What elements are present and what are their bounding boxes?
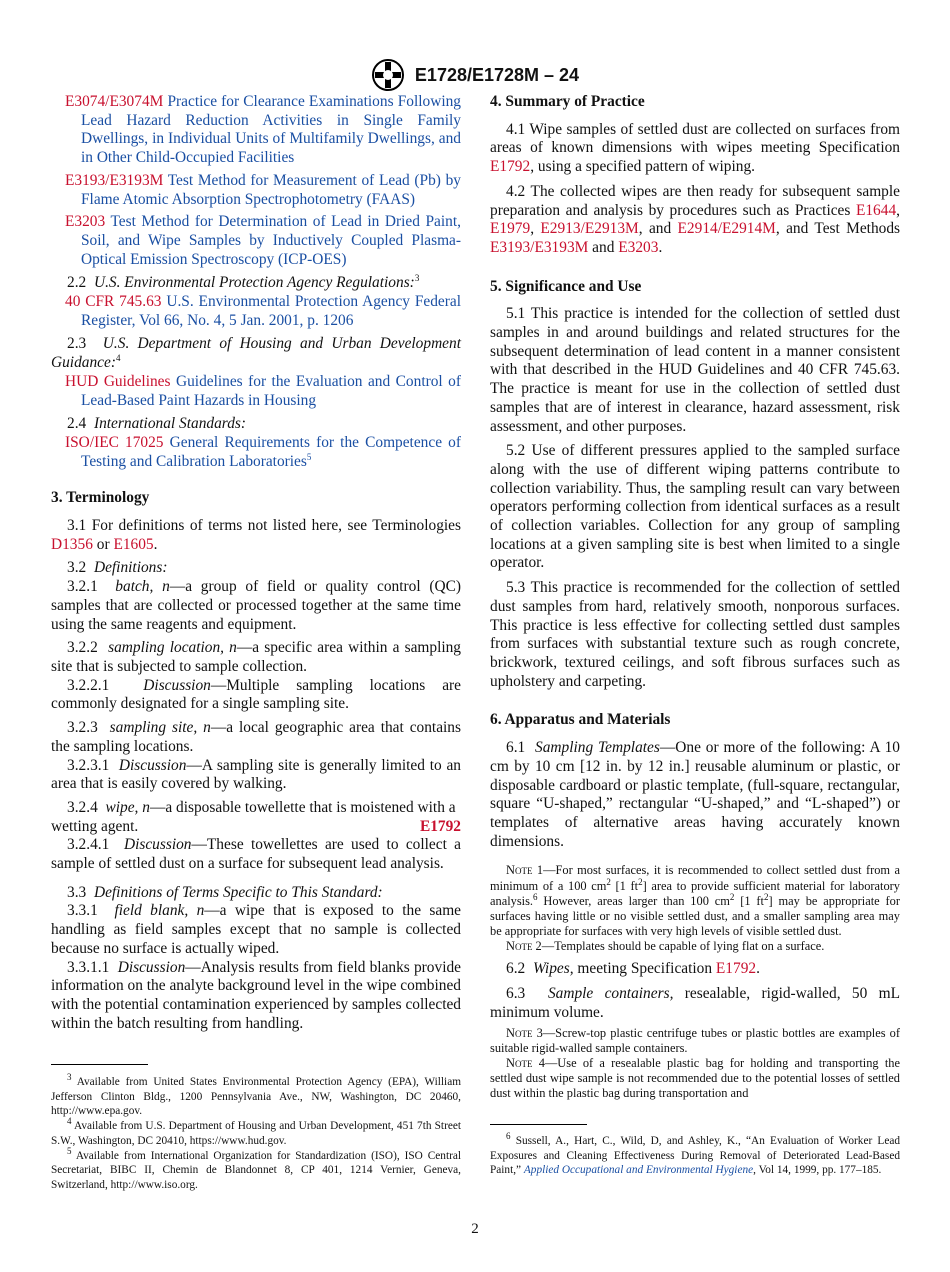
discussion-3-3-1-1: 3.3.1.1 Discussion—Analysis results from field blanks provide information on the analyte background level in the wipe combined with the potential contamination experienced by samples collected within the batch resulting from handling. <box>51 958 461 1032</box>
def-wipe: 3.2.4 wipe, n—a disposable towellette that is moistened with a wetting agent. E1792 <box>51 798 461 835</box>
ref-link[interactable]: E3203 <box>65 213 106 231</box>
ref-link[interactable]: E2913/E2913M <box>540 220 639 238</box>
ref-link[interactable]: E3193/E3193M <box>65 171 164 189</box>
ref-link[interactable]: ISO/IEC 17025 <box>65 433 164 451</box>
ref-link[interactable]: E3193/E3193M <box>490 238 589 256</box>
footnote-rule <box>490 1124 587 1125</box>
ref-link[interactable]: E3203 <box>618 238 659 256</box>
ref-title-link[interactable]: General Requirements for the Competence of Testing and Calibration Laboratories <box>81 433 461 470</box>
section-heading-apparatus: 6. Apparatus and Materials <box>490 711 671 729</box>
left-footnotes <box>51 1064 461 1193</box>
section-heading-terminology: 3. Terminology <box>51 489 150 507</box>
designation: E1728/E1728M – 24 <box>414 64 580 85</box>
para-5-2: 5.2 Use of different pressures applied to the sampled surface along with the use of different wiping patterns contribute to collection variability. Thus, the sampling result can vary between operators performing collection from identical surfaces as a result of collection variables. Collection for any group of sampling locations at a given sampling site is best when limited to a single operator. <box>490 442 900 572</box>
left-column <box>51 93 461 1033</box>
note-3: Note 3—Screw-top plastic centrifuge tubes or plastic bottles are examples of suitable rigid-walled sample containers. <box>490 1025 900 1055</box>
footnote-4: $^4$ Available from U.S. Department of Housing and Urban Development, 451 7th Street S.W., Washington, DC 20410, https://www.hud.gov. <box>51 1116 461 1147</box>
para-3-1: 3.1 For definitions of terms not listed here, see Terminologies D1356 or E1605. <box>51 517 461 553</box>
footnote-5: $^5$ Available from International Organization for Standardization (ISO), ISO Central Secretariat, BIBC II, Chemin de Blandonnet 8, CP 401, 1214 Vernier, Geneva, Switzerland, http://www.iso.org. <box>51 1145 461 1191</box>
ref-link[interactable]: E1979 <box>490 220 531 238</box>
ref-link[interactable]: 40 CFR 745.63 <box>65 293 162 311</box>
discussion-3-2-2-1: 3.2.2.1 Discussion—Multiple sampling locations are commonly designated for a single sampling site. <box>51 676 461 713</box>
para-6-3: 6.3 Sample containers, resealable, rigid-walled, 50 mL minimum volume. <box>490 985 900 1021</box>
subsection-2-3: 2.3 U.S. Department of Housing and Urban Development Guidance:$^4$ <box>51 335 461 372</box>
para-4-1: 4.1 Wipe samples of settled dust are collected on surfaces from areas of known dimensions with wipes meeting Specification E1792, using a specified pattern of wiping. <box>490 120 900 176</box>
ref-link[interactable]: E1605 <box>113 535 154 553</box>
ref-hud <box>51 373 461 410</box>
right-column <box>490 93 900 1102</box>
ref-e3074 <box>51 93 461 168</box>
right-footnotes <box>490 1124 900 1178</box>
para-5-3: 5.3 This practice is recommended for the collection of settled dust samples from hard, relatively smooth, nonporous surfaces. This practice is less effective for collecting settled dust samples from surfaces with substantial texture such as rough concrete, brickwork, textured ceilings, and soft fibrous surfaces such as upholstery and carpeting. <box>490 579 900 690</box>
para-3-3: 3.3 Definitions of Terms Specific to This Standard: <box>67 883 383 901</box>
journal-link[interactable]: Applied Occupational and Environmental Hygiene <box>523 1164 754 1177</box>
ref-link[interactable]: E1644 <box>855 201 897 219</box>
page-header <box>0 58 950 92</box>
ref-iso: ISO/IEC 17025 General Requirements for the Competence of Testing and Calibration Laboratories$^5$ <box>65 433 461 470</box>
page-number: 2 <box>471 1221 479 1237</box>
para-6-2: 6.2 Wipes, meeting Specification E1792. <box>506 959 760 977</box>
ref-link[interactable]: E1792 <box>490 158 531 176</box>
para-5-1: 5.1 This practice is intended for the collection of settled dust samples in and around buildings and related structures for the subsequent determination of lead content in a manner consistent with that described in the HUD Guidelines and 40 CFR 745.63. The practice is meant for use in the collection of settled dust samples that are of interest in clearance, hazard assessment, risk assessment, and other purposes. <box>490 305 900 435</box>
discussion-3-2-4-1: 3.2.4.1 Discussion—These towellettes are used to collect a sample of settled dust on a surface for subsequent lead analysis. <box>51 836 461 873</box>
discussion-3-2-3-1: 3.2.3.1 Discussion—A sampling site is generally limited to an area that is easily covered by walking. <box>51 756 461 793</box>
def-sampling-location: 3.2.2 sampling location, n—a specific area within a sampling site that is subjected to sample collection. <box>51 639 462 675</box>
ref-link[interactable]: E2914/E2914M <box>677 220 776 238</box>
para-4-2: 4.2 The collected wipes are then ready for subsequent sample preparation and analysis by procedures such as Practices E1644, E1979, E2913/E2913M, and E2914/E2914M, and Test Methods E3193/E3193M and E3203. <box>490 182 901 256</box>
note-1: Note 1—For most surfaces, it is recommended to collect settled dust from a minimum of a 100 $cm^2$ [1 $ft^2$] area to provide sufficient material for laboratory analysis.$^6$ However, areas larger than 100 $cm^2$ [1 $ft^2$] may be appropriate for surfaces having little or no visible settled dust, and a smaller sampling area may be appropriate for surfaces with very high levels of visible settled dust. <box>490 863 901 939</box>
subsection-2-2: 2.2 U.S. Environmental Protection Agency Regulations:$^3$ <box>67 273 420 292</box>
note-4: Note 4—Use of a resealable plastic bag for holding and transporting the settled dust wipe sample is not recommended due to the potential losses of settled dust within the plastic bag during transportation and <box>490 1056 900 1101</box>
astm-logo-icon <box>371 58 405 92</box>
section-heading-summary: 4. Summary of Practice <box>490 93 645 110</box>
def-field-blank: 3.3.1 field blank, n—a wipe that is exposed to the same handling as field samples except that no sample is collected because no surface is actually wiped. <box>51 902 461 957</box>
footnote-3: $^3$ Available from United States Environmental Protection Agency (EPA), William Jefferson Clinton Bldg., 1200 Pennsylvania Ave., NW, Washington, DC 20460, http://www.epa.gov. <box>51 1072 462 1118</box>
ref-link[interactable]: E1792 <box>419 817 461 835</box>
section-heading-significance: 5. Significance and Use <box>490 277 642 295</box>
para-6-1: 6.1 Sampling Templates—One or more of the following: A 10 cm by 10 cm [12 in. by 12 in.] reusable aluminum or plastic, or disposable cardboard or plastic template, (full-square, rectangular, square “U-shaped,” rectangular “U-shaped,” and “L-shaped”) or templates of alternative areas having accurately known dimensions. <box>490 739 900 850</box>
ref-title-link[interactable]: Practice for Clearance Examinations Following Lead Hazard Reduction Activities in Single Family Dwellings, in Individual Units of Multifamily Dwellings, and in Other Child-Occupied Facilities <box>81 93 461 167</box>
ref-link[interactable]: HUD Guidelines <box>65 372 171 390</box>
ref-e3193 <box>51 172 461 209</box>
ref-40cfr <box>51 293 461 330</box>
ref-e3203 <box>51 213 461 269</box>
ref-title-link[interactable]: Guidelines for the Evaluation and Control of Lead-Based Paint Hazards in Housing <box>81 372 461 409</box>
def-sampling-site: 3.2.3 sampling site, n—a local geographic area that contains the sampling locations. <box>51 719 461 755</box>
ref-title-link[interactable]: Test Method for Measurement of Lead (Pb) by Flame Atomic Absorption Spectrophotometry (FAAS) <box>81 171 461 208</box>
para-3-2: 3.2 Definitions: <box>67 559 168 577</box>
footnote-6: $^6$ Sussell, A., Hart, C., Wild, D, and Ashley, K., “An Evaluation of Worker Lead Exposures and Cleaning Effectiveness During Removal of Deteriorated Lead-Based Paint,” Applied Occupational and Environmental Hygiene, Vol 14, 1999, pp. 177–185. <box>490 1131 901 1177</box>
subsection-2-4: 2.4 International Standards: <box>67 415 247 433</box>
ref-link[interactable]: E3074/E3074M <box>65 93 164 110</box>
ref-link[interactable]: E1792 <box>715 959 757 977</box>
def-batch: 3.2.1 batch, n—a group of field or quality control (QC) samples that are collected or processed together at the same time using the same reagents and equipment. <box>51 578 461 633</box>
note-2: Note 2—Templates should be capable of lying flat on a surface. <box>506 939 825 954</box>
ref-link[interactable]: D1356 <box>51 535 93 553</box>
ref-title-link[interactable]: U.S. Environmental Protection Agency Federal Register, Vol 66, No. 4, 5 Jan. 2001, p. 1206 <box>81 293 461 329</box>
ref-title-link[interactable]: Test Method for Determination of Lead in Dried Paint, Soil, and Wipe Samples by Inductively Coupled Plasma-Optical Emission Spectroscopy (ICP-OES) <box>81 213 461 268</box>
footnote-rule <box>51 1064 148 1065</box>
